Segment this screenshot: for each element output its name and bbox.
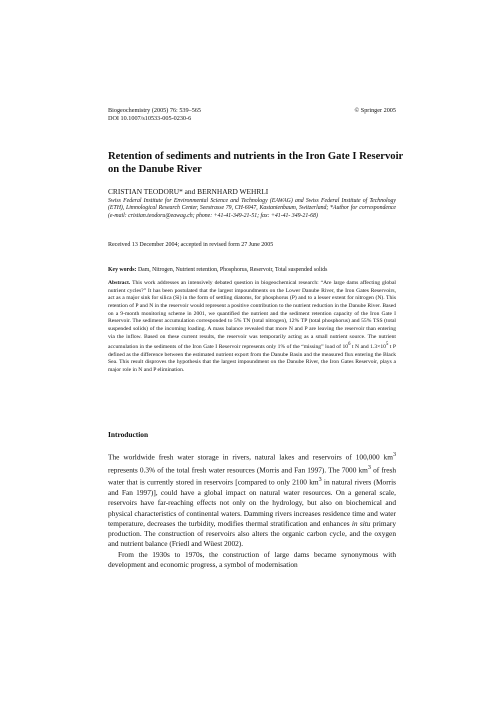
doi: DOI 10.1007/s10533-005-0230-6 [108,115,192,122]
abstract [108,280,396,375]
paragraph-text: in natural rivers (Morris and Fan 1997)], could have a global impact on natural water resources. On a general scale, reservoirs have far-reaching effects not only on the hydrology, but also on biochemical and physical characteristics of continental waters. Damming rivers increases residence time and water temperature, decreases the turbidity, modifies thermal stratification and enhances [108,477,396,528]
copyright: © Springer 2005 [354,107,396,114]
affiliation: Swiss Federal Institute for Environmental Science and Technology (EAWAG) and Swiss Federal Institute of Technology (ETH), Limnological Research Center, Seestrasse 79, CH-6047, Kastanienbaum, Switzerland; *Author for correspondence (e-mail: cristian.teodoru@eawag.ch; phone: +41-41-349-21-51; fax: +41-41- 349-21-68) [108,198,396,219]
paragraph-text: The worldwide fresh water storage in rivers, natural lakes and reservoirs of 100,000 km [108,452,393,462]
italic-term: in situ [351,518,371,528]
keywords-text: Dam, Nitrogen, Nutrient retention, Phosphorus, Reservoir, Total suspended solids [137,267,328,273]
superscript: 3 [318,477,322,484]
paper-title: Retention of sediments and nutrients in the Iron Gate I Reservoir on the Danube River [108,151,404,175]
superscript: 5 [385,342,389,348]
abstract-text: t P defined as the difference between the estimated nutrient export from the Danube Basin and the measured flux entering the Black Sea. This result disproves the hypothesis that the largest impoundment on the Danube River, the Iron Gates Reservoir, plays a major role in N and P elimination. [108,344,396,374]
paragraph: From the 1930s to 1970s, the construction of large dams became synonymous with development and economic progress, a symbol of modernisation [108,549,396,569]
authors: CRISTIAN TEODORU* and BERNHARD WEHRLI [108,187,269,196]
abstract-text: t N and 1.3×10 [350,344,386,351]
received-dates: Received 13 December 2004; accepted in revised form 27 June 2005 [108,242,274,248]
abstract-label: Abstract. [108,280,131,286]
paragraph-text: of fresh water that is currently stored in reservoirs [compared to only 2100 km [108,465,396,487]
keywords [108,266,396,274]
superscript: 3 [392,452,396,458]
journal-citation: Biogeochemistry (2005) 76: 539–565 [108,107,201,114]
abstract-text: This work addresses an intensively debated question in biogeochemical research: “Are large dams affecting global nutrient cycles?” It has been postulated that the largest impoundments on the Lower Danube River, the Iron Gates Reservoirs, act as a major sink for silica (Si) in the form of settling diatoms, for phosphorus (P) and to a lesser extent for nitrogen (N). This retention of P and N in the reservoir would represent a positive contribution to the nutrient reduction in the Danube River. Based on a 9-month monitoring scheme in 2001, we quantified the nutrient and the sediment retention capacity of the Iron Gate I Reservoir. The sediment accumulation corresponded to 5% TN (total nitrogen), 12% TP (total phosphorus) and 55% TSS (total suspended solids) of the incoming loading. A mass balance revealed that more N and P are leaving the reservoir than entering via the inflow. Based on these current results, the reservoir was temporarily acting as a small nutrient source. The nutrient accumulation in the sediments of the Iron Gate I Reservoir represents only 1% of the “missing” load of 10 [108,280,396,351]
superscript: 6 [348,342,351,348]
introduction-body [108,450,396,570]
paragraph-text: represents 0.3% of the total fresh water resources (Morris and Fan 1997). The 7000 km [108,465,368,475]
paragraph [108,450,396,550]
paragraph-text: primary production. The construction of reservoirs also alters the organic carbon cycle, and the oxygen and nutrient balance (Friedl and Wüest 2002). [108,518,397,549]
keywords-label: Key words: [108,267,137,273]
section-heading: Introduction [108,430,149,439]
superscript: 3 [367,464,371,471]
